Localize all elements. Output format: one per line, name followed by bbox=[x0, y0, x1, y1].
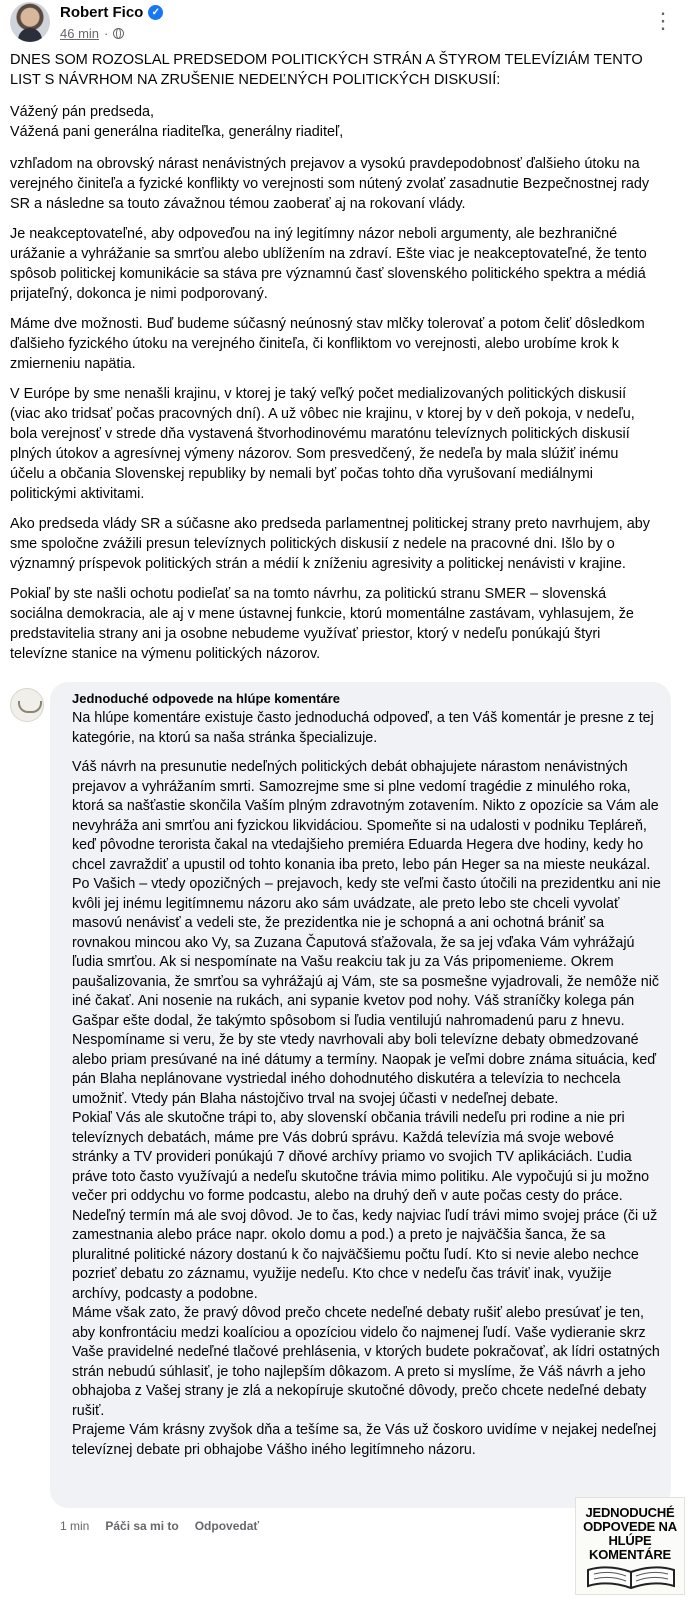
post-paragraph: Ako predseda vlády SR a súčasne ako predseda parlamentnej politickej strany preto navrhujem, aby sme spoločne zvážili presun televíznych politických diskusií z nedele na pracovné dni. Išlo by o významný príspevok politických strán a médií k zníženiu agresivity a politickej nenávisti v krajine. bbox=[10, 516, 650, 572]
post-paragraph: V Európe by sme nenašli krajinu, v ktorej je taký veľký počet medializovaných politických diskusií (viac ako tridsať počas pracovných dní). A už vôbec nie krajinu, v ktorej by v deň pokoja, v nedeľu, bola verejnosť v strede dňa vystavená štvorhodinovému maratónu televíznych politických diskusií plných útokov a agresívnej výmeny názorov. Som presvedčený, že nedeľa by mala slúžiť inému účelu a občania Slovenskej republiky by nemali byť počas tohto dňa vyrušovaní mediálnymi politickými aktivitami. bbox=[10, 386, 635, 502]
post-paragraph: vzhľadom na obrovský nárast nenávistných prejavov a vysokú pravdepodobnosť ďalšieho útoku na verejného činiteľa a fyzické konflikty vo verejnosti som nútený zvolať zasadnutie Bezpečnostnej rady SR a následne sa touto závažnou témou zaoberať aj na rokovaní vlády. bbox=[10, 156, 650, 212]
post-paragraph: Máme dve možnosti. Buď budeme súčasný neúnosný stav mlčky tolerovať a potom čeliť dôsledkom ďalšieho fyzického útoku na verejného činiteľa, či konfliktom vo verejnosti, alebo urobíme krok k zmierneniu napätia. bbox=[10, 316, 645, 372]
comment-body bbox=[72, 709, 664, 1460]
comment-paragraph: Váš návrh na presunutie nedeľných politických debát obhajujete nárastom nenávistných prejavov a vyhrážaním smrti. Samozrejme sme si plne vedomí tragédie z minulého roka, ktorá sa našťastie skončila Vaším plným zdravotným zotavením. Nikto z opozície sa Vám ale nevyhráža ani smrťou ani fyzickou likvidáciou. Spomeňte si na udalosti v podniku Tepláreň, keď pôvodne terorista čakal na vtedajšieho premiéra Eduarda Hegera dve hodiny, kedy ho chcel zavraždiť a upustil od tohto konania iba preto, lebo pán Heger sa na mieste neukázal. Po Vašich – vtedy opozičných – prejavoch, kedy ste veľmi často útočili na prezidentku ani nie kvôli jej inému legitímnemu názoru ako sám uvádzate, ale preto lebo ste chceli vyvolať masovú nenávisť a vedeli ste, že prezidentka nie je schopná a ani ochotná brániť sa rovnakou mincou ako Vy, sa Zuzana Čaputová sťažovala, že sa jej vďaka Vám vyhrážajú ľudia smrťou. Ak si nespomínate na Vašu reakciu tak ju za Vás pripomenieme. Okrem paušalizovania, že smrťou sa vyhrážajú aj Vám, ste sa posmešne vyjadrovali, že nemôže nič iné čakať. Ani nosenie na rukách, ani sypanie kvetov pod nohy. Váš straníčky kolega pán Gašpar ešte dodal, že takýmto spôsobom si ľudia ventilujú nahromadenú paru z hnevu. Nespomíname si veru, že by ste vtedy navrhovali aby boli televízne debaty obmedzované alebo priam presúvané na iné dátumy a termíny. Naopak je veľmi dobre známa situácia, keď pán Blaha neplánovane vystriedal iného dohodnutého diskutéra a televízia to nechcela umožniť. Vtedy pán Blaha nástojčivo trval na svojej účasti v nedeľnej debate. bbox=[72, 759, 661, 1107]
post-title: DNES SOM ROZOSLAL PREDSEDOM POLITICKÝCH STRÁN A ŠTYROM TELEVÍZIÁM TENTO LIST S NÁVRHOM NA ZRUŠENIE NEDEĽNÝCH POLITICKÝCH DISKUSIÍ: bbox=[10, 52, 643, 88]
open-book-icon bbox=[584, 1564, 678, 1590]
comment-paragraph: Na hlúpe komentáre existuje často jednoduchá odpoveď, a ten Váš komentár je presne z tej kategórie, na ktorú sa naša stránka špecializuje. bbox=[72, 710, 654, 746]
greeting-line: Vážený pán predseda, bbox=[10, 104, 155, 120]
comment-actions bbox=[60, 1519, 259, 1533]
greeting bbox=[10, 102, 650, 142]
greeting-line: Vážená pani generálna riaditeľka, generálny riaditeľ, bbox=[10, 124, 344, 140]
post-header bbox=[10, 2, 681, 48]
like-button[interactable]: Páči sa mi to bbox=[105, 1519, 179, 1533]
comment-bubble bbox=[50, 682, 671, 1508]
author-line bbox=[60, 4, 163, 21]
watermark-logo bbox=[575, 1497, 685, 1595]
watermark-text: JEDNODUCHÉ ODPOVEDE NA HLÚPE KOMENTÁRE bbox=[583, 1505, 677, 1562]
post-body bbox=[10, 50, 650, 674]
author-avatar[interactable] bbox=[10, 2, 50, 42]
post-time[interactable]: 46 min bbox=[60, 26, 100, 41]
more-options-icon[interactable]: ⋮ bbox=[652, 8, 675, 33]
comment-author[interactable]: Jednoduché odpovede na hlúpe komentáre bbox=[72, 691, 340, 706]
comment-paragraph: Máme však zato, že pravý dôvod prečo chcete nedeľné debaty rušiť alebo presúvať je ten, aby konfrontáciu medzi koalíciou a opozíciou videlo čo najmenej ľudí. Vaše vydieranie skrz Vaše pravidelné nedeľné tlačové prehlásenia, v ktorých budete pokračovať, ak lídri ostatných strán nebudú súhlasiť, je toho najlepším dôkazom. A preto si myslíme, že Váš návrh a jeho obhajoba z Vašej strany je zlá a nekopíruje skutočné dôvody, prečo chcete nedeľné debaty rušiť. bbox=[72, 1305, 660, 1419]
verified-badge-icon: ✓ bbox=[148, 5, 163, 20]
post-paragraph: Je neakceptovateľné, aby odpoveďou na iný legitímny názor neboli argumenty, ale bezhraničné urážanie a vyhrážanie sa smrťou alebo ublížením na zdraví. Ešte viac je neakceptovateľné, že tento spôsob politickej komunikácie sa stáva pre významnú časť slovenského politického spektra a médiá prijateľný, dokonca je nimi podporovaný. bbox=[10, 226, 647, 302]
globe-icon bbox=[113, 28, 124, 39]
comment-time[interactable]: 1 min bbox=[60, 1519, 90, 1533]
meta-separator: · bbox=[104, 26, 109, 41]
reply-button[interactable]: Odpovedať bbox=[194, 1519, 260, 1533]
author-name[interactable]: Robert Fico bbox=[60, 4, 144, 21]
comment-paragraph: Pokiaľ Vás ale skutočne trápi to, aby slovenskí občania trávili nedeľu pri rodine a nie pri televíznych debatách, máme pre Vás dobrú správu. Každá televízia má svoje webové stránky a TV provideri ponúkajú 7 dňové archívy priamo vo svojich TV aplikáciách. Ľudia práve toto často využívajú a nedeľu skutočne trávia mimo politiku. Ale vypočujú si ju možno večer pri oddychu vo forme podcastu, alebo na druhý deň v aute počas cesty do práce. Nedeľný termín má ale svoj dôvod. Je to čas, kedy najviac ľudí trávi mimo svojej práce (či už zamestnania alebo práce napr. okolo domu a pod.) a preto je najväčšia šanca, že sa pluralitné politické názory dostanú k čo najväčšiemu počtu ľudí. Kto si nevie alebo nechce pozrieť debatu zo záznamu, využije nedeľu. Kto chce v nedeľu čas tráviť inak, využije archívy, podcasty a podobne. bbox=[72, 1110, 658, 1302]
post-paragraph: Pokiaľ by ste našli ochotu podieľať sa na tomto návrhu, za politickú stranu SMER – slovenská sociálna demokracia, ale aj v mene ústavnej funkcie, ktorú momentálne zastávam, vyhlasujem, že predstavitelia strany ani ja osobne nebudeme využívať priestor, ktorý v nedeľu ponúkajú štyri televízne stanice na výmenu politických názorov. bbox=[10, 586, 634, 662]
commenter-avatar[interactable] bbox=[10, 688, 44, 722]
comment-paragraph: Prajeme Vám krásny zvyšok dňa a tešíme sa, že Vás už čoskoro uvidíme v nejakej nedeľnej televíznej debate pri obhajobe Vášho iného legitímneho názoru. bbox=[72, 1422, 657, 1458]
post-meta bbox=[60, 26, 124, 41]
